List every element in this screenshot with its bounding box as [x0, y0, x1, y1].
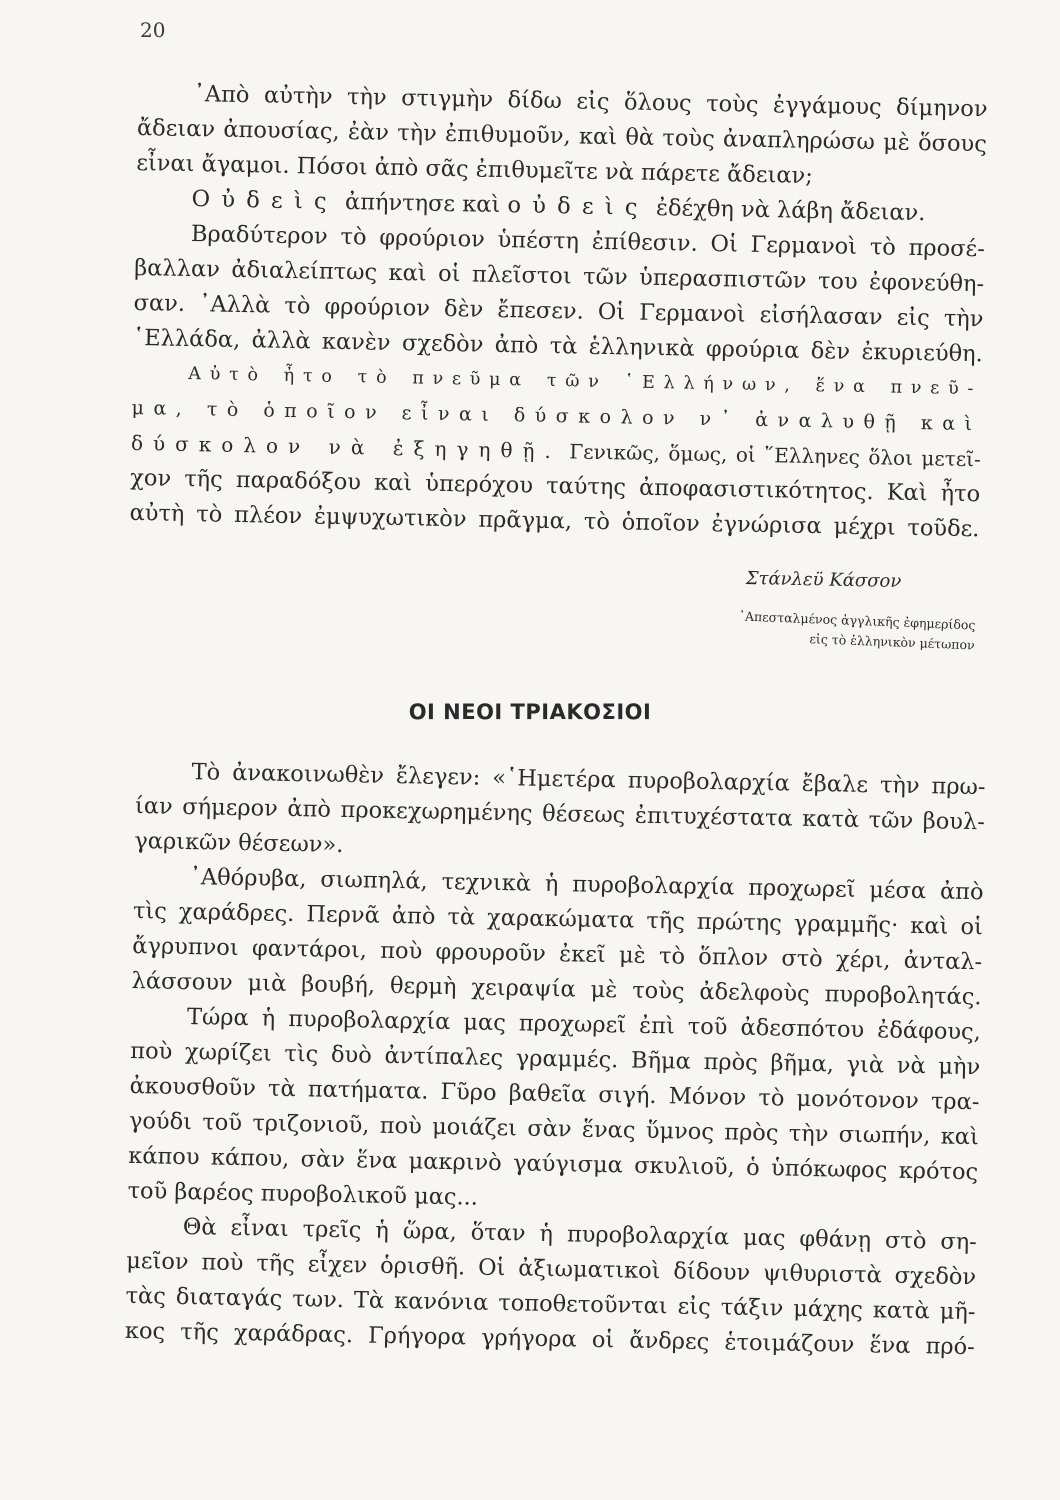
text-line: εἶναι ἄγαμοι. Πόσοι ἀπὸ σᾶς ἐπιθυμεῖτε νὰ πάρετε ἄδειαν; — [136, 149, 814, 189]
text-line: κάπου κάπου, σὰν ἕνα μακρινὸ γαύγισμα σκυλιοῦ, ὁ ὑπόκωφος κρότος — [128, 1142, 979, 1186]
spaced-emphasis: δύσκολον νὰ ἐξηγηθῇ. — [130, 430, 562, 464]
text-line: ᾽Απὸ αὐτὴν τὴν στιγμὴν δίδω εἰς ὅλους τοὺς ἐγγάμους δίμηνον — [193, 81, 988, 123]
text-line: ἀκουσθοῦν τὰ πατήματα. Γῦρο βαθεῖα σιγή. Μόνον τὸ μονότονον τρα- — [129, 1072, 980, 1116]
text-line: κος τῆς χαράδρας. Γρήγορα γρήγορα οἱ ἄνδρες ἑτοιμάζουν ἕνα πρό- — [124, 1317, 976, 1361]
text-run: Γενικῶς, ὅμως, οἱ ῞Ελληνες ὅλοι μετεῖ- — [560, 439, 982, 472]
text-line: βαλλαν ἀδιαλείπτως καὶ οἱ πλεῖστοι τῶν ὑπερασπιστῶν του ἐφονεύθη- — [134, 254, 985, 298]
text-line: ᾽Αθόρυβα, σιωπηλά, τεχνικὰ ἡ πυροβολαρχία προχωρεῖ μέσα ἀπὸ — [189, 864, 984, 906]
text-line: Αὐτὸ ἦτο τὸ πνεῦμα τῶν ῾Ελλήνων, ἕνα πνεῦ- — [188, 364, 983, 400]
text-line: τὰς διαταγάς των. Τὰ κανόνια τοποθετοῦνται εἰς τάξιν μάχης κατὰ μῆ- — [125, 1282, 976, 1326]
author-role — [674, 604, 975, 655]
spaced-emphasis: οὐδεὶς — [507, 192, 650, 221]
spaced-emphasis: Οὐδεὶς — [191, 186, 339, 215]
text-line: ίαν σήμερον ἀπὸ προκεχωρημένης θέσεως ἐπιτυχέστατα κατὰ τῶν βουλ- — [134, 792, 986, 836]
text-run: ἐδέχθη νὰ λάβη ἄδειαν. — [648, 194, 926, 227]
text-line: Τώρα ἡ πυροβολαρχία μας προχωρεῖ ἐπὶ τοῦ ἀδεσπότου ἐδάφους, — [186, 1004, 982, 1046]
text-line: γούδι τοῦ τριζονιοῦ, ποὺ μοιάζει σὰν ἕνας ὕμνος πρὸς τὴν σιωπήν, καὶ — [128, 1107, 980, 1151]
author-signature: Στάνλεϋ Κάσσον — [745, 568, 902, 592]
text-line: Βραδύτερον τὸ φρούριον ὑπέστη ἐπίθεσιν. Οἱ Γερμανοὶ τὸ προσέ- — [190, 221, 986, 263]
text-line: γαρικῶν θέσεων». — [134, 827, 344, 858]
author-role-line: ᾽Απεσταλμένος ἀγγλικῆς ἐφημερίδος — [738, 608, 976, 633]
text-line: ἄδειαν ἀπουσίας, ἐὰν τὴν ἐπιθυμοῦν, καὶ θὰ τοὺς ἀναπληρώσω μὲ ὅσους — [136, 114, 988, 158]
text-line: σαν. ᾽Αλλὰ τὸ φρούριον δὲν ἔπεσεν. Οἱ Γερμανοὶ εἰσήλασαν εἰς τὴν — [133, 289, 984, 333]
text-line: Τὸ ἀνακοινωθὲν ἔλεγεν: «῾Ημετέρα πυροβολαρχία ἔβαλε τὴν πρω- — [191, 759, 986, 801]
text-run: ἀπήντησε καὶ — [337, 188, 508, 219]
section-body — [125, 754, 986, 1365]
section-title: ΟΙ ΝΕΟΙ ΤΡΙΑΚΟΣΙΟΙ — [408, 700, 652, 724]
page-number: 20 — [140, 18, 166, 42]
text-line: ῾Ελλάδα, ἀλλὰ κανὲν σχεδὸν ἀπὸ τὰ ἑλληνικὰ φρούρια δὲν ἐκυριεύθη. — [132, 324, 984, 368]
text-line: τοῦ βαρέος πυροβολικοῦ μας... — [127, 1177, 479, 1211]
author-role-line: εἰς τὸ ἑλληνικὸν μέτωπον — [809, 631, 975, 653]
text-line: ἄγρυπνοι φαντάροι, ποὺ φρουροῦν ἐκεῖ μὲ τὸ ὅπλον στὸ χέρι, ἀνταλ- — [132, 932, 983, 976]
text-line: Θὰ εἶναι τρεῖς ἡ ὥρα, ὅταν ἡ πυροβολαρχία μας φθάνῃ στὸ ση- — [182, 1213, 978, 1256]
text-line: λάσσουν μιὰ βουβή, θερμὴ χειραψία μὲ τοὺς ἀδελφοὺς πυροβολητάς. — [131, 967, 982, 1011]
text-line: χον τῆς παραδόξου καὶ ὑπερόχου ταύτης ἀποφασιστικότητος. Καὶ ἦτο — [130, 464, 981, 508]
text-line: μεῖον ποὺ τῆς εἶχεν ὁρισθῆ. Οἱ ἀξιωματικοὶ δίδουν ψιθυριστὰ σχεδὸν — [126, 1247, 977, 1291]
text-line: τὶς χαράδρες. Περνᾶ ἀπὸ τὰ χαρακώματα τῆς πρώτης γραμμῆς· καὶ οἱ — [132, 897, 984, 941]
text-line: μα, τὸ ὁποῖον εἶναι δύσκολον ν᾽ ἀναλυθῇ καὶ — [131, 396, 982, 436]
letter-text — [129, 76, 988, 547]
text-line: ποὺ χωρίζει τὶς δυὸ ἀντίπαλες γραμμές. Βῆμα πρὸς βῆμα, γιὰ νὰ μὴν — [130, 1037, 981, 1081]
text-line: αὐτὴ τὸ πλέον ἐμψυχωτικὸν πρᾶγμα, τὸ ὁποῖον ἐγνώρισα μέχρι τοῦδε. — [129, 499, 980, 543]
